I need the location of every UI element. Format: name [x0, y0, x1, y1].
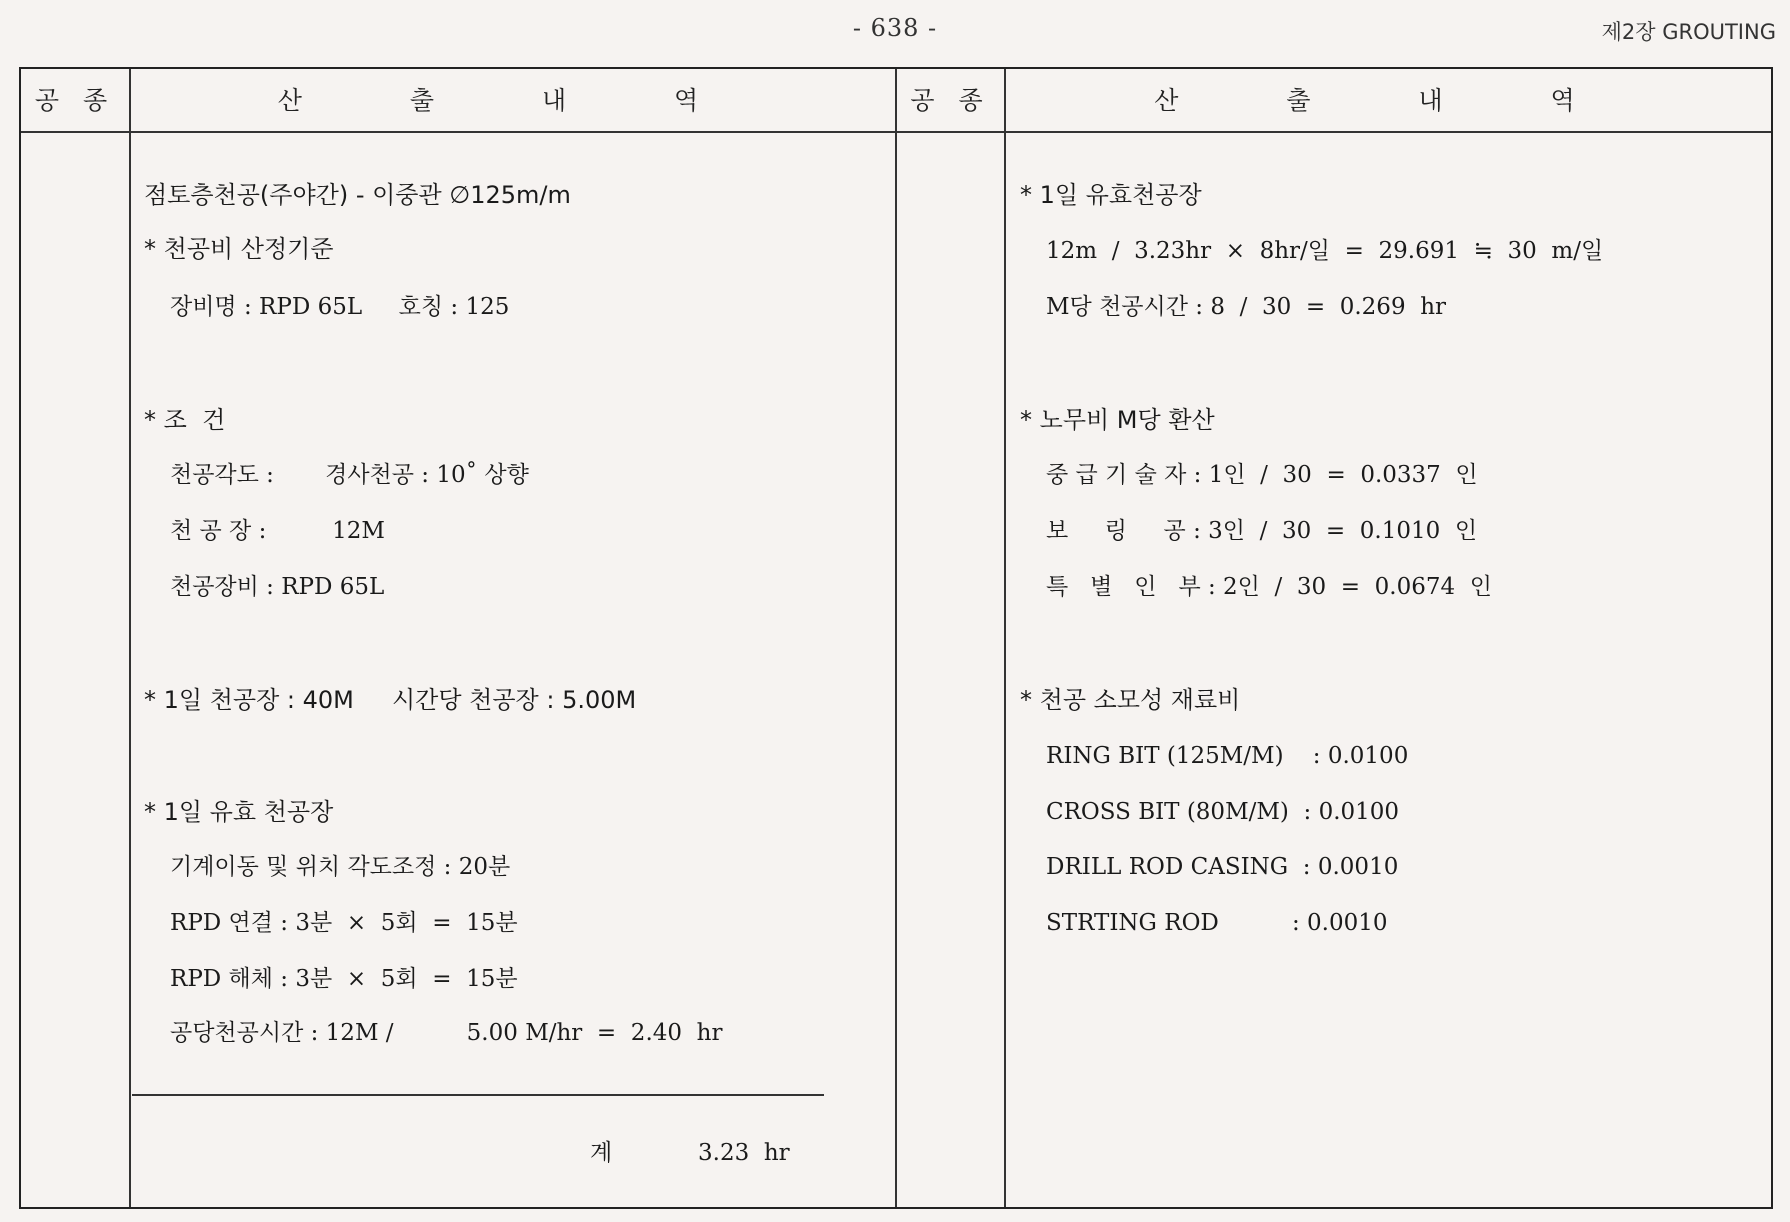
effective-calc-line: 12m / 3.23hr × 8hr/일 = 29.691 ≒ 30 m/일	[1046, 238, 1604, 264]
column-divider	[1004, 69, 1006, 1207]
move-line: 기계이동 및 위치 각도조정 : 20분	[170, 854, 511, 880]
rig-line: 천공장비 : RPD 65L	[170, 574, 385, 600]
chapter-title: 제2장 GROUTING	[1601, 20, 1776, 44]
header-work-type-right: 공 종	[910, 86, 991, 115]
page-number: - 638 -	[852, 14, 938, 42]
rpd-dismantle-line: RPD 해체 : 3분 × 5회 = 15분	[170, 966, 518, 992]
drilling-time-line: 공당천공시간 : 12M / 5.00 M/hr = 2.40 hr	[170, 1020, 723, 1046]
header-work-type-left: 공 종	[34, 86, 116, 115]
time-per-meter-line: M당 천공시간 : 8 / 30 = 0.269 hr	[1046, 294, 1447, 320]
total-label: 계	[590, 1140, 613, 1166]
total-rule	[132, 1094, 824, 1096]
effective-drill-heading-left: * 1일 유효 천공장	[144, 798, 334, 826]
angle-line: 천공각도 : 경사천공 : 10˚ 상향	[170, 462, 529, 488]
drill-rod-line: DRILL ROD CASING : 0.0010	[1046, 854, 1399, 880]
rpd-connect-line: RPD 연결 : 3분 × 5회 = 15분	[170, 910, 518, 936]
ring-bit-line: RING BIT (125M/M) : 0.0100	[1046, 743, 1409, 769]
conditions-heading: * 조 건	[144, 406, 226, 434]
effective-drill-heading-right: * 1일 유효천공장	[1020, 181, 1202, 209]
header-details-left: 산 출 내 역	[277, 86, 749, 115]
labor-heading: * 노무비 M당 환산	[1020, 406, 1215, 434]
equipment-line: 장비명 : RPD 65L 호칭 : 125	[170, 294, 510, 320]
total-value: 3.23 hr	[698, 1140, 790, 1166]
column-divider	[129, 69, 131, 1207]
left-title: 점토층천공(주야간) - 이중관 ∅125m/m	[144, 181, 571, 209]
header-details-right: 산 출 내 역	[1154, 86, 1625, 115]
labor-boring-line: 보 링 공 : 3인 / 30 = 0.1010 인	[1046, 518, 1478, 544]
cross-bit-line: CROSS BIT (80M/M) : 0.0100	[1046, 799, 1400, 825]
material-heading: * 천공 소모성 재료비	[1020, 686, 1241, 714]
basis-heading: * 천공비 산정기준	[144, 235, 334, 263]
strting-rod-line: STRTING ROD : 0.0010	[1046, 910, 1388, 936]
length-line: 천 공 장 : 12M	[170, 518, 385, 544]
daily-drill-heading: * 1일 천공장 : 40M 시간당 천공장 : 5.00M	[144, 686, 637, 714]
labor-senior-line: 중 급 기 술 자 : 1인 / 30 = 0.0337 인	[1046, 462, 1478, 488]
labor-special-line: 특 별 인 부 : 2인 / 30 = 0.0674 인	[1046, 574, 1492, 600]
column-divider	[895, 69, 897, 1207]
